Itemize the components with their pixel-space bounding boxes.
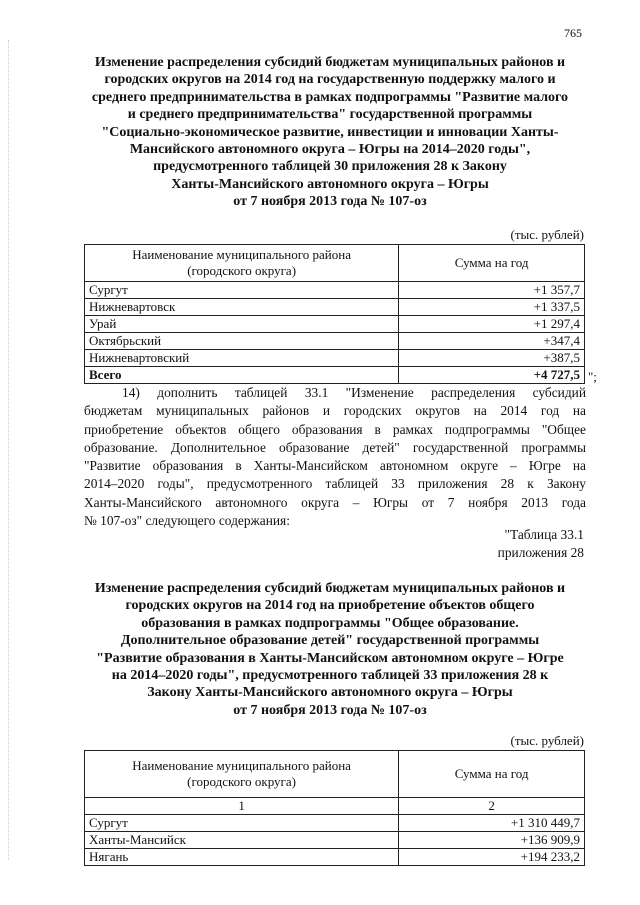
row-name: Сургут [85, 815, 399, 832]
paragraph-line: № 107-оз" следующего содержания: [84, 513, 290, 529]
column-number: 2 [399, 798, 585, 815]
heading-line: от 7 ноября 2013 года № 107-оз [233, 702, 427, 718]
heading-line: Изменение распределения субсидий бюджетам муниципальных районов и [94, 55, 566, 70]
table-row [85, 316, 585, 333]
heading-line: городских округов на 2014 год на государственную поддержку малого и [104, 72, 556, 88]
table-row [85, 350, 585, 367]
heading-line: на 2014–2020 годы", предусмотренного таблицей 33 приложения 28 к [111, 668, 549, 684]
column-number: 1 [85, 798, 399, 815]
section1-heading [70, 54, 590, 211]
heading-line: Дополнительное образование детей" государственной программы [120, 633, 540, 649]
table-row [85, 299, 585, 316]
row-name: Октябрьский [85, 333, 399, 350]
paragraph-line: приобретение объектов общего образования в рамках подпрограммы "Общее [84, 421, 586, 437]
paragraph-line: Ханты-Мансийского автономного округа – Югры от 7 ноября 2013 года [84, 494, 586, 510]
heading-line: Мансийского автономного округа – Югры на 2014–2020 годы", [129, 142, 531, 158]
row-value: +347,4 [399, 333, 585, 350]
table-total-row [85, 367, 585, 384]
paragraph-line: 14) дополнить таблицей 33.1 "Изменение распределения субсидий [122, 385, 586, 400]
total-value: +4 727,5 [399, 367, 585, 384]
row-value: +194 233,2 [399, 849, 585, 866]
header-amount: Сумма на год [399, 245, 585, 282]
row-value: +1 337,5 [399, 299, 585, 316]
table-header-row [85, 245, 585, 282]
row-value: +387,5 [399, 350, 585, 367]
table-caption [498, 526, 584, 562]
page-number: 765 [564, 26, 582, 40]
table-header-row [85, 751, 585, 798]
heading-line: среднего предпринимательства в рамках подпрограммы "Развитие малого [91, 89, 569, 105]
section2-heading [70, 580, 590, 719]
subsidy-table-1 [84, 244, 585, 384]
subsidy-table-2 [84, 750, 585, 866]
heading-line: предусмотренного таблицей 30 приложения 28 к Закону [153, 159, 507, 175]
header-municipality: Наименование муниципального района (городского округа) [85, 751, 399, 798]
table-closing-quote: "; [588, 369, 597, 384]
heading-line: городских округов на 2014 год на приобретение объектов общего [125, 598, 535, 614]
row-value: +1 297,4 [399, 316, 585, 333]
scan-margin-artifact [8, 40, 10, 860]
table-row [85, 832, 585, 849]
caption-line: "Таблица 33.1 [504, 527, 584, 542]
heading-line: и среднего предпринимательства" государственной программы [127, 107, 533, 123]
heading-line: Изменение распределения субсидий бюджетам муниципальных районов и [94, 581, 566, 596]
amendment-paragraph [84, 384, 586, 530]
heading-line: "Социально-экономическое развитие, инвестиции и инновации Ханты- [101, 124, 559, 140]
row-name: Ханты-Мансийск [85, 832, 399, 849]
heading-line: Закону Ханты-Мансийского автономного округа – Югры [147, 685, 513, 701]
table-row [85, 849, 585, 866]
row-value: +136 909,9 [399, 832, 585, 849]
caption-line: приложения 28 [497, 545, 584, 560]
header-amount: Сумма на год [399, 751, 585, 798]
heading-line: Ханты-Мансийского автономного округа – Югры [171, 176, 489, 192]
row-name: Сургут [85, 282, 399, 299]
paragraph-line: "Развитие образования в Ханты-Мансийском автономном округе – Югре на [84, 458, 586, 474]
row-name: Урай [85, 316, 399, 333]
row-value: +1 357,7 [399, 282, 585, 299]
column-number-row [85, 798, 585, 815]
row-value: +1 310 449,7 [399, 815, 585, 832]
heading-line: образования в рамках подпрограммы "Общее образование. [141, 615, 519, 631]
table-row [85, 333, 585, 350]
table-row [85, 815, 585, 832]
header-municipality: Наименование муниципального района (городского округа) [85, 245, 399, 282]
units-label: (тыс. рублей) [510, 227, 584, 242]
row-name: Нижневартовский [85, 350, 399, 367]
units-label: (тыс. рублей) [510, 733, 584, 748]
paragraph-line: 2014–2020 годы", предусмотренного таблицей 33 приложения 28 к Закону [84, 476, 586, 492]
row-name: Нягань [85, 849, 399, 866]
paragraph-line: образование. Дополнительное образование детей" государственной программы [84, 439, 586, 455]
row-name: Нижневартовск [85, 299, 399, 316]
table-row [85, 282, 585, 299]
paragraph-line: бюджетам муниципальных районов и городских округов на 2014 год на [84, 403, 586, 419]
heading-line: "Развитие образования в Ханты-Мансийском автономном округе – Югре [96, 650, 564, 666]
total-label: Всего [85, 367, 399, 384]
heading-line: от 7 ноября 2013 года № 107-оз [233, 194, 427, 210]
